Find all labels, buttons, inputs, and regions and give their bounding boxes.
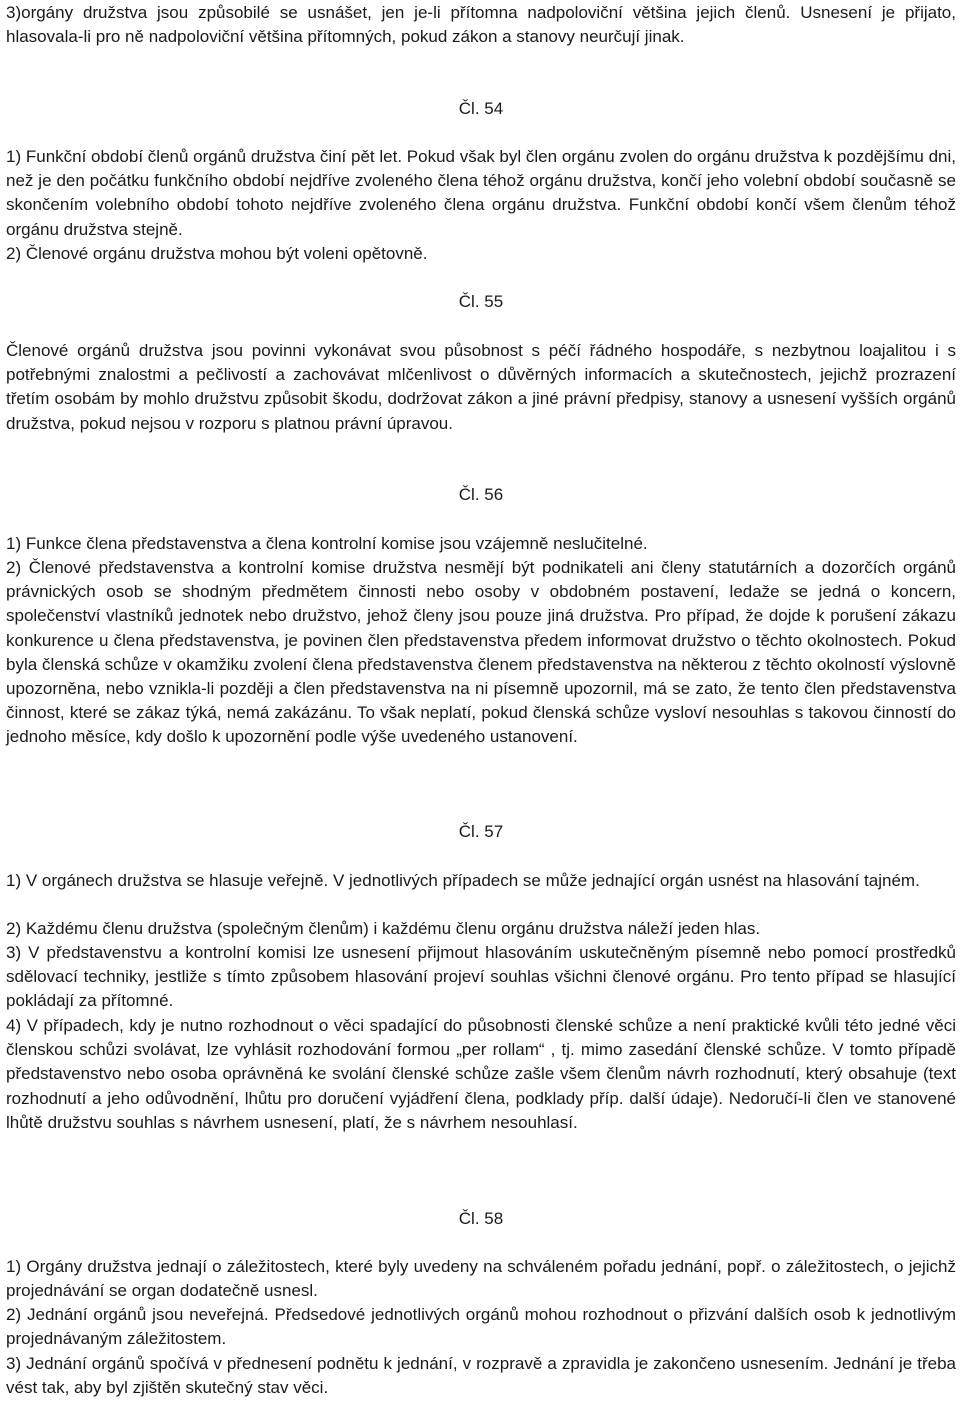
article-58-paragraph-1: 1) Orgány družstva jednají o záležitostech, které byly uvedeny na schváleném pořadu jednání, popř. o záležitostech, o jejichž projednávání se organ dodatečně usnesl. <box>6 1257 956 1301</box>
article-57-paragraph-4: 4) V případech, kdy je nutno rozhodnout o věci spadající do působnosti členské schůze a není praktické kvůli této jedné věci členskou schůzi svolávat, lze vyhlásit rozhodování formou „per rollam“ , tj. mimo zasedání členské schůze. V tomto případě představenstvo nebo osoba oprávněná ke svolání členské schůze zašle všem členům návrh rozhodnutí, který obsahuje (text rozhodnutí a jeho odůvodnění, lhůtu pro doručení vyjádření člena, podklady příp. další údaje). Nedoručí-li člen ve stanovené lhůtě družstvu souhlas s návrhem usnesení, platí, že s návrhem nesouhlasí. <box>6 1016 956 1132</box>
article-58-paragraph-3: 3) Jednání orgánů spočívá v přednesení podnětu k jednání, v rozpravě a zpravidla je zakončeno usnesením. Jednání je třeba vést tak, aby byl zjištěn skutečný stav věci. <box>6 1354 956 1398</box>
article-56-paragraph-2: 2) Členové představenstva a kontrolní komise družstva nesmějí být podnikateli ani členy statutárních a dozorčích orgánů právnických osob se shodným předmětem činnosti nebo osoby v obdobném postavení, ledaže se jedná o koncern, společenství vlastníků jednotek nebo družstvo, jehož členy jsou pouze jiná družstva. Pro případ, že dojde k porušení zákazu konkurence u člena představenstva, je povinen člen představenstva předem informovat družstvo o těchto okolnostech. Pokud byla členská schůze v okamžiku zvolení člena představenstva členem představenstva na některou z těchto okolností výslovně upozorněna, nebo vznikla-li později a člen představenstva na ni písemně upozornil, má se zato, že tento člen představenstva činnost, které se zákaz týká, nemá zakázánu. To však neplatí, pokud členská schůze vysloví nesouhlas s takovou činností do jednoho měsíce, kdy došlo k upozornění podle výše uvedeného ustanovení. <box>6 558 956 747</box>
article-57-paragraph-3: 3) V představenstvu a kontrolní komisi lze usnesení přijmout hlasováním uskutečněným písemně nebo pomocí prostředků sdělovací techniky, jestliže s tímto způsobem hlasování projeví souhlas všichni členové orgánu. Pro tento případ se hlasující pokládají za přítomné. <box>6 943 956 1011</box>
article-57-paragraph-1: 1) V orgánech družstva se hlasuje veřejně. V jednotlivých případech se může jednající orgán usnést na hlasování tajném. <box>6 871 920 890</box>
article-57-paragraph-2: 2) Každému členu družstva (společným členům) i každému členu orgánu družstva náleží jeden hlas. <box>6 919 761 938</box>
article-heading-54: Čl. 54 <box>458 99 504 118</box>
article-54-paragraph-2: 2) Členové orgánu družstva mohou být voleni opětovně. <box>6 244 428 263</box>
article-heading-56: Čl. 56 <box>458 485 504 504</box>
article-54-paragraph-1: 1) Funkční období členů orgánů družstva činí pět let. Pokud však byl člen orgánu zvolen do orgánu družstva k pozdějšímu dni, než je den počátku funkčního období nejdříve zvoleného člena téhož orgánu družstva, končí jeho volební období současně se skončením volebního období tohoto nejdříve zvoleného člena orgánu družstva. Funkční období končí všem členům téhož orgánu družstva stejně. <box>6 147 956 239</box>
article-55-paragraph-1: Členové orgánů družstva jsou povinni vykonávat svou působnost s péčí řádného hospodáře, s nezbytnou loajalitou i s potřebnými znalostmi a pečlivostí a zachovávat mlčenlivost o důvěrných informacích a skutečnostech, jejichž prozrazení třetím osobám by mohlo družstvu způsobit škodu, dodržovat zákon a jiné právní předpisy, stanovy a usnesení vyšších orgánů družstva, pokud nejsou v rozporu s platnou právní úpravou. <box>6 341 956 433</box>
article-56-paragraph-1: 1) Funkce člena představenstva a člena kontrolní komise jsou vzájemně neslučitelné. <box>6 534 648 553</box>
article-heading-58: Čl. 58 <box>458 1209 504 1228</box>
intro-paragraph: 3)orgány družstva jsou způsobilé se usnášet, jen je-li přítomna nadpoloviční většina jejich členů. Usnesení je přijato, hlasovala-li pro ně nadpoloviční většina přítomných, pokud zákon a stanovy neurčují jinak. <box>6 3 956 47</box>
article-58-paragraph-2: 2) Jednání orgánů jsou neveřejná. Předsedové jednotlivých orgánů mohou rozhodnout o přizvání dalších osob k jednotlivým projednávaným záležitostem. <box>6 1305 956 1349</box>
article-heading-55: Čl. 55 <box>458 292 504 311</box>
article-heading-57: Čl. 57 <box>458 822 504 841</box>
